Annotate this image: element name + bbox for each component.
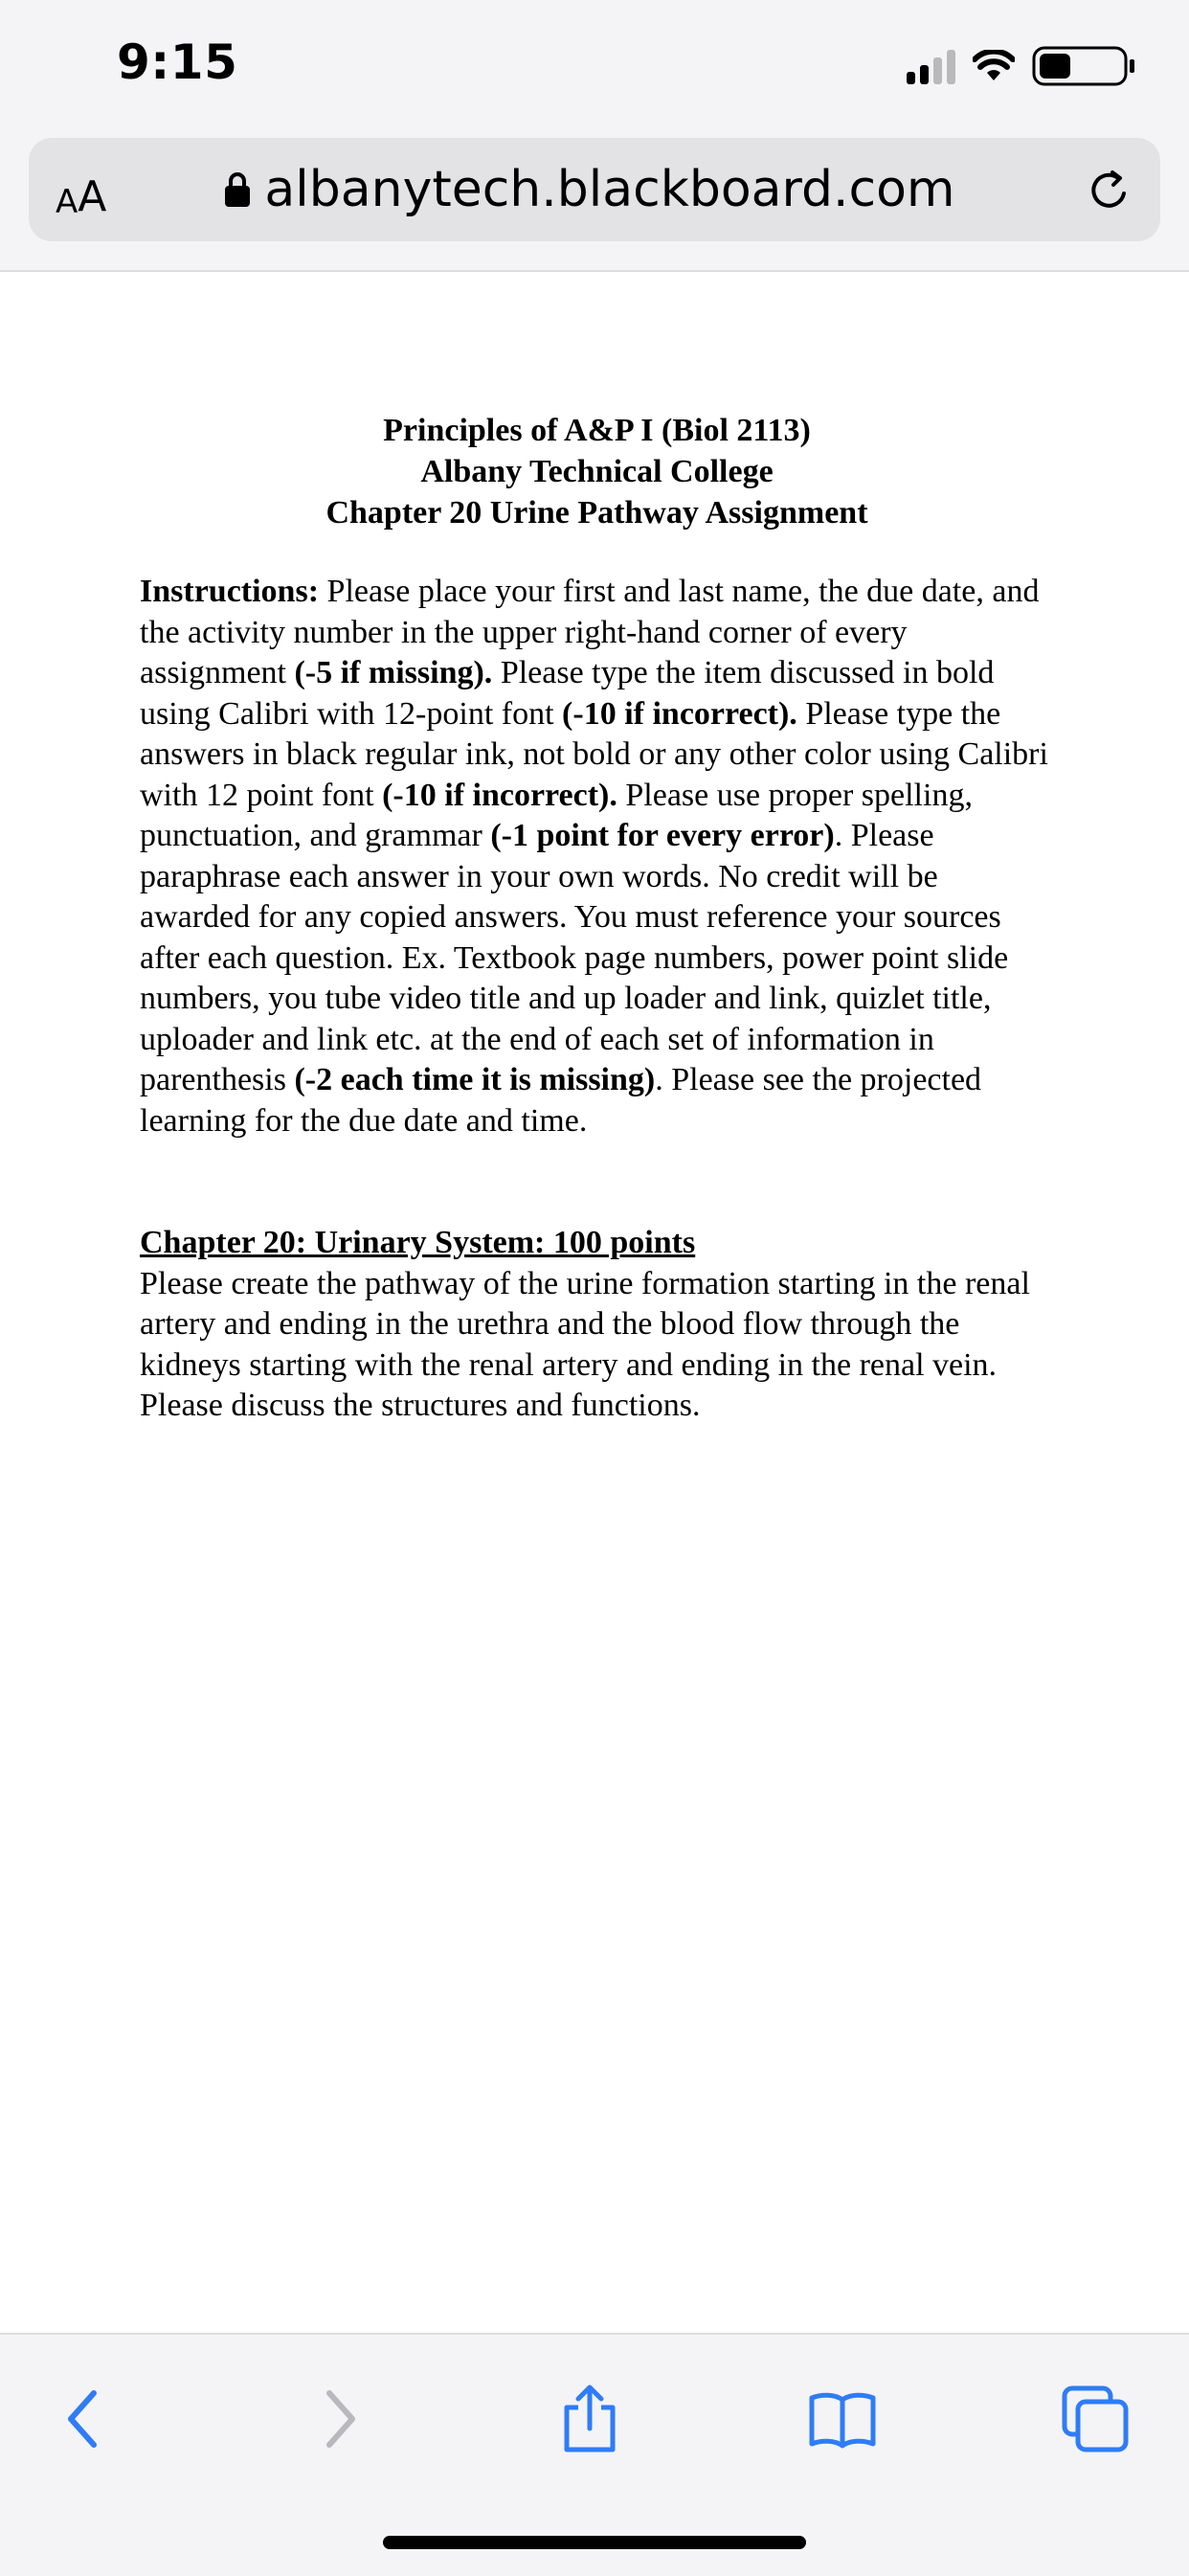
share-button[interactable] — [551, 2381, 628, 2457]
forward-button[interactable] — [303, 2381, 379, 2457]
instructions-label: Instructions: — [140, 574, 320, 609]
bookmarks-button[interactable] — [804, 2381, 881, 2457]
share-icon — [559, 2383, 620, 2455]
address-bar[interactable] — [29, 138, 1160, 241]
wifi-icon — [973, 50, 1015, 82]
home-indicator — [383, 2536, 806, 2549]
url-text[interactable]: albanytech.blackboard.com — [264, 161, 955, 218]
lock-icon — [224, 170, 251, 209]
back-button[interactable] — [44, 2381, 121, 2457]
college-name: Albany Technical College — [420, 454, 774, 489]
back-icon — [61, 2387, 103, 2451]
reload-icon[interactable] — [1084, 165, 1135, 216]
browser-bottom-toolbar — [0, 2333, 1189, 2576]
assignment-title: Chapter 20 Urine Pathway Assignment — [325, 495, 868, 531]
document-page — [140, 410, 1054, 1427]
tabs-button[interactable] — [1057, 2381, 1133, 2457]
forward-icon — [320, 2387, 362, 2451]
reader-aa-button[interactable]: A A — [56, 172, 107, 221]
browser-top-chrome — [0, 0, 1189, 272]
chapter-heading: Chapter 20: Urinary System: 100 points — [140, 1225, 696, 1260]
tabs-icon — [1061, 2384, 1130, 2453]
battery-icon — [1032, 46, 1137, 86]
course-title: Principles of A&P I (Biol 2113) — [383, 413, 811, 448]
status-time: 9:15 — [117, 34, 238, 90]
bookmarks-icon — [808, 2388, 877, 2450]
status-icons — [907, 42, 1137, 90]
instructions-paragraph: Instructions: Please place your first and last name, the due date, and the activity number in the upper right-hand corner of every assignment (-5 if missing). Please type the item discussed in bold using Calibri with 12-point font (-10 if incorrect). Please type the answers in black regular ink, not bold or any other color using Calibri with 12 point font (-10 if incorrect). Please use proper spelling, punctuation, and grammar (-1 point for every error). Please paraphrase each answer in your own words. No credit will be awarded for any copied answers. You must reference your sources after each question. Ex. Textbook page numbers, power point slide numbers, you tube video title and up loader and link, quizlet title, uploader and link etc. at the end of each set of information in parenthesis (-2 each time it is missing). Please see the projected learning for the due date and time. — [140, 574, 1048, 1139]
chapter-description: Please create the pathway of the urine formation starting in the renal artery and ending in the urethra and the blood flow through the kidneys starting with the renal artery and ending in the renal vein. Please discuss the structures and functions. — [140, 1265, 1030, 1423]
cellular-signal-icon — [907, 48, 955, 84]
